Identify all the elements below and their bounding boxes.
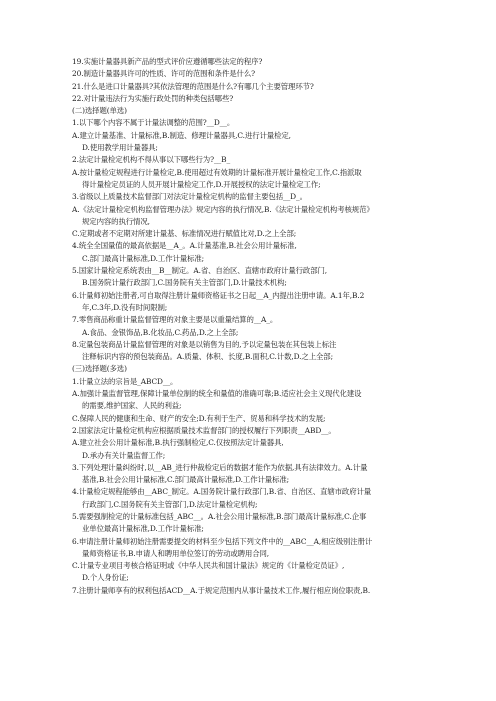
text-line: 基准,B.社会公用计量标准,C.部门最高计量标准,D.工作计量标准; (82, 475, 290, 485)
text-line: C.计量专业项目考核合格证明或《中华人民共和国计量法》规定的《计量检定员证》, (72, 561, 345, 571)
text-line: D.个人身份证; (82, 573, 129, 583)
text-line: A.《法定计量检定机构监督管理办法》规定内容的执行情况,B.《法定计量检定机构考核规范》 (72, 204, 374, 214)
text-line: 5.国家计量检定系统表由__B__制定。A.省、自治区、直辖市政府计量行政部门, (72, 266, 328, 276)
text-line: D.承办有关计量监督工作; (82, 450, 166, 460)
text-line: 2.法定计量检定机构不得从事以下哪些行为?__B_ (72, 155, 231, 165)
text-line: 行政部门,C.国务院有关主管部门,D.法定计量检定机构; (82, 499, 258, 509)
text-line: 7.零售商品称重计量监督管理的对象主要是以重量结算的__A_。 (72, 315, 278, 325)
text-line: A.建立社会公用计量标准,B.执行强制检定,C.仅按照法定计量器具, (72, 438, 284, 448)
text-line: D.使用教学用计量器具; (82, 143, 158, 153)
text-line: 21.什么是进口计量器具?其依法管理的范围是什么?有哪几个主要管理环节? (72, 81, 314, 91)
text-line: B.国务院计量行政部门,C.国务院有关主管部门,D.计量技术机构; (82, 278, 287, 288)
text-line: 注释标识内容的预包装商品。A.质量、体积、长度,B.面积,C.计数,D.之上全部; (82, 352, 333, 362)
text-line: 业单位最高计量标准,D.工作计量标准; (82, 524, 204, 534)
text-line: 1.计量立法的宗旨是_ABCD__。 (72, 376, 178, 386)
text-line: 的需要,维护国家、人民的利益; (82, 401, 182, 411)
text-line: 22.对计量违法行为实施行政处罚的种类包括哪些? (72, 93, 234, 103)
text-line: 6.计量师初始注册者,可自取得注册计量师资格证书之日起__A_内提出注册申请。A.1年,B.2 (72, 290, 365, 300)
text-line: 6.申请注册计量师初始注册需要提交的材料至少包括下列文件中的__ABC__A,相应级别注册计 (72, 536, 373, 546)
text-line: (三)选择题(多选) (72, 364, 127, 374)
text-line: 得计量检定员证的人员开展计量检定工作,D.开展授权的法定计量检定工作; (82, 179, 321, 189)
text-line: 4.统全全国量值的最高依据是__A_。A.计量基准,B.社会公用计量标准, (72, 241, 297, 251)
text-line: 7.注册计量师享有的权利包括ACD__A.于规定范围内从事计量技术工作,履行相应岗位职责,B. (72, 585, 371, 595)
text-line: 3.省级以上质量技术监督部门对法定计量检定机构的监督主要包括__D_。 (72, 192, 307, 202)
text-line: 5.需要强制检定的计量标准包括_ABC__。A.社会公用计量标准,B.部门最高计量标准,C.企事 (72, 511, 367, 521)
text-line: 20.制造计量器具许可的性质、许可的范围和条件是什么? (72, 69, 256, 79)
text-line: A.按计量检定规程进行计量检定,B.使用超过有效期的计量标准开展计量检定工作,C.指派取 (72, 167, 362, 177)
text-line: 19.实施计量器具新产品的型式评价应遵循哪些法定的程序? (72, 57, 263, 66)
text-line: 2.国家法定计量检定机构应根据质量技术监督部门的授权履行下列职责__ABD__。 (72, 425, 336, 435)
text-line: 规定内容的执行情况, (82, 216, 150, 226)
text-line: (二)选择题(单选) (72, 106, 127, 116)
text-line: 3.下列处理计量纠纷时,以__AB_进行仲裁检定后的数据才能作为依据,具有法律效力。A.计量 (72, 462, 368, 472)
text-line: C.部门最高计量标准,D.工作计量标准; (82, 253, 205, 263)
text-line: A.加强计量监督管理,保障计量单位制的统全和量值的准确可靠;B.适应社会主义现代化建设 (72, 389, 362, 399)
text-line: A.食品、金银饰品,B.化妆品,C.药品,D.之上全部; (82, 327, 239, 337)
text-line: A.建立计量基准、计量标准,B.制造、修理计量器具,C.进行计量检定, (72, 130, 291, 140)
text-line: 年,C.3年,D.没有时间限制; (82, 302, 168, 312)
text-line: C.保障人民的健康和生命、财产的安全;D.有利于生产、贸易和科学技术的发展; (72, 413, 326, 423)
text-line: C.定期或者不定期对所建计量基、标准情况进行赋值比对,D.之上全部; (72, 229, 297, 239)
text-line: 1.以下哪个内容不属于计量法调整的范围?__D__。 (72, 118, 235, 128)
text-line: 量师资格证书,B.申请人和聘用单位签订的劳动或聘用合同, (82, 548, 270, 558)
text-line: 8.定量包装商品计量监督管理的对象是以销售为目的,予以定量包装在其包装上标注 (72, 339, 337, 349)
text-line: 4.计量检定规程能够由__ABC_制定。A.国务院计量行政部门,B.省、自治区、直辖市政府计量 (72, 487, 372, 497)
